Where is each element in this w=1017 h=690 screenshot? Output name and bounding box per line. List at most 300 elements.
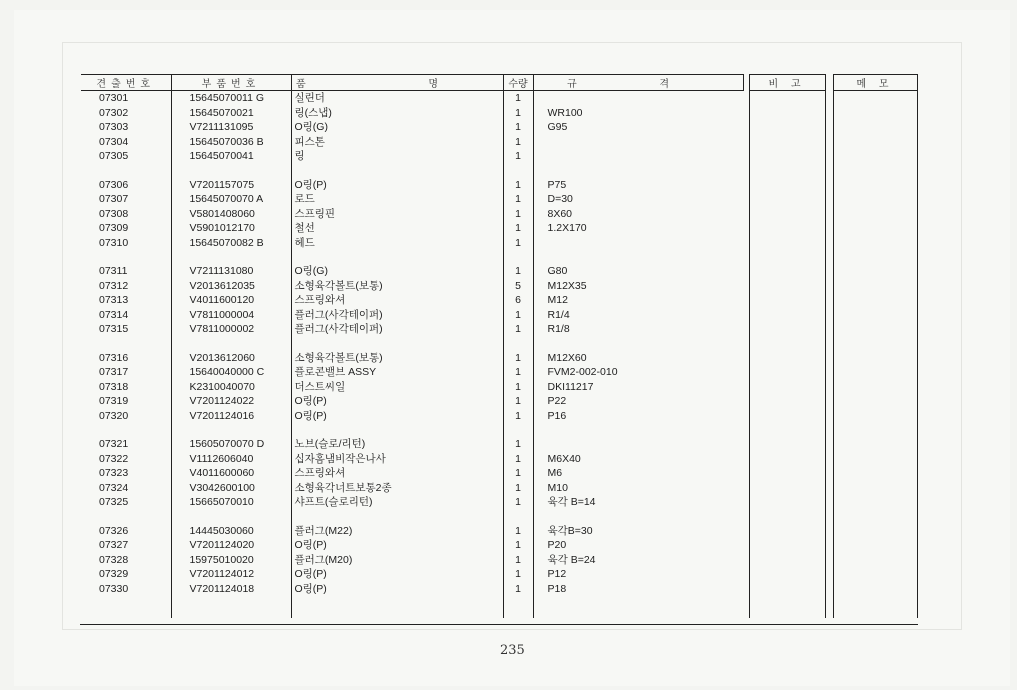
group-spacer <box>81 510 917 524</box>
code-cell <box>81 596 171 618</box>
table-row <box>81 351 917 366</box>
remarks-cell <box>749 394 825 409</box>
memo-cell <box>833 409 917 424</box>
part-name-cell: O링(P) <box>291 394 503 409</box>
remarks-cell <box>749 120 825 135</box>
part-number-cell: 15640040000 C <box>171 365 291 380</box>
code-cell: 07328 <box>99 553 129 566</box>
part-number-cell: V2013612035 <box>171 279 291 294</box>
part-name-cell: 스프링와셔 <box>291 466 503 481</box>
quantity-cell: 1 <box>503 394 533 409</box>
part-name-cell: O링(P) <box>291 409 503 424</box>
part-number-cell: V2013612060 <box>171 351 291 366</box>
part-name-cell: O링(P) <box>291 538 503 553</box>
code-cell: 07323 <box>99 467 129 479</box>
remarks-cell <box>749 337 825 351</box>
part-name-cell: 플러그(사각테이퍼) <box>291 308 503 323</box>
table-end-space <box>81 596 917 618</box>
part-number-cell: 15665070010 <box>171 495 291 510</box>
quantity-cell <box>503 337 533 351</box>
remarks-cell <box>749 91 825 106</box>
table-row <box>81 264 917 279</box>
remarks-cell <box>749 178 825 193</box>
part-number-cell: V5801408060 <box>171 207 291 222</box>
table-row <box>81 178 917 193</box>
column-gap <box>825 236 833 251</box>
table-row <box>81 236 917 251</box>
code-cell: 07315 <box>99 323 129 335</box>
code-cell: 07308 <box>99 207 129 220</box>
part-name-cell: 소형육각너트보통2종 <box>291 481 503 496</box>
table-row <box>81 192 917 207</box>
part-number-cell: 15645070011 G <box>171 91 291 106</box>
column-gap <box>825 452 833 467</box>
code-cell: 07327 <box>99 539 129 551</box>
memo-cell <box>833 582 917 597</box>
part-name-cell <box>291 510 503 524</box>
remarks-cell <box>749 279 825 294</box>
header-row <box>81 75 917 91</box>
part-number-cell: K2310040070 <box>171 380 291 395</box>
remarks-cell <box>749 221 825 236</box>
column-gap <box>825 409 833 424</box>
table-row <box>81 538 917 553</box>
spec-cell <box>533 236 743 251</box>
part-number-cell: V4011600120 <box>171 293 291 308</box>
memo-cell <box>833 423 917 437</box>
part-number-cell: V7211131095 <box>171 120 291 135</box>
memo-cell <box>833 293 917 308</box>
group-spacer <box>81 337 917 351</box>
quantity-cell: 1 <box>503 207 533 222</box>
column-gap <box>825 337 833 351</box>
column-gap <box>825 365 833 380</box>
memo-cell <box>833 264 917 279</box>
spec-cell: P18 <box>533 582 743 597</box>
quantity-cell <box>503 250 533 264</box>
column-gap <box>825 164 833 178</box>
column-gap <box>825 91 833 106</box>
spec-cell <box>533 164 743 178</box>
spec-cell <box>533 337 743 351</box>
code-cell: 07314 <box>99 308 129 321</box>
part-name-cell <box>291 250 503 264</box>
table-row <box>81 452 917 467</box>
memo-cell <box>833 308 917 323</box>
remarks-cell <box>749 510 825 524</box>
spec-cell: D=30 <box>533 192 743 207</box>
remarks-cell <box>749 524 825 539</box>
remarks-cell <box>749 207 825 222</box>
part-name-cell: 십자홈냄비작은나사 <box>291 452 503 467</box>
quantity-cell <box>503 164 533 178</box>
memo-cell <box>833 322 917 337</box>
quantity-cell: 1 <box>503 380 533 395</box>
quantity-cell: 1 <box>503 322 533 337</box>
group-spacer <box>81 250 917 264</box>
part-number-cell <box>171 596 291 618</box>
part-number-cell: 15975010020 <box>171 553 291 568</box>
remarks-cell <box>749 437 825 452</box>
column-gap <box>825 481 833 496</box>
quantity-cell: 1 <box>503 365 533 380</box>
code-cell: 07329 <box>99 568 129 580</box>
parts-table <box>81 74 918 618</box>
column-gap <box>825 293 833 308</box>
memo-cell <box>833 524 917 539</box>
part-name-cell: O링(G) <box>291 264 503 279</box>
memo-cell <box>833 495 917 510</box>
part-number-cell: V7201124012 <box>171 567 291 582</box>
header-memo: 메 모 <box>833 75 917 91</box>
group-spacer <box>81 164 917 178</box>
remarks-cell <box>749 351 825 366</box>
quantity-cell: 1 <box>503 120 533 135</box>
spec-cell: P12 <box>533 567 743 582</box>
part-name-cell: 피스톤 <box>291 135 503 150</box>
part-number-cell: V3042600100 <box>171 481 291 496</box>
header-gap <box>825 75 833 91</box>
remarks-cell <box>749 149 825 164</box>
quantity-cell: 1 <box>503 91 533 106</box>
code-cell: 07317 <box>99 366 129 378</box>
header-remarks: 비 고 <box>749 75 825 91</box>
part-name-cell: 철선 <box>291 221 503 236</box>
table-row <box>81 582 917 597</box>
spec-cell <box>533 250 743 264</box>
code-cell: 07307 <box>99 193 129 205</box>
part-name-cell: 플러그(M20) <box>291 553 503 568</box>
part-name-cell: 플러그(M22) <box>291 524 503 539</box>
table-row <box>81 293 917 308</box>
code-cell: 07320 <box>99 409 129 422</box>
part-number-cell: V7201124020 <box>171 538 291 553</box>
column-gap <box>825 120 833 135</box>
table-row <box>81 91 917 106</box>
spec-cell: DKI11217 <box>533 380 743 395</box>
remarks-cell <box>749 567 825 582</box>
quantity-cell: 1 <box>503 264 533 279</box>
part-number-cell <box>171 164 291 178</box>
quantity-cell: 1 <box>503 178 533 193</box>
quantity-cell: 1 <box>503 221 533 236</box>
table-row <box>81 466 917 481</box>
spec-cell <box>533 423 743 437</box>
table-row <box>81 437 917 452</box>
code-cell: 07305 <box>99 150 129 162</box>
column-gap <box>825 178 833 193</box>
quantity-cell: 1 <box>503 553 533 568</box>
memo-cell <box>833 149 917 164</box>
remarks-cell <box>749 538 825 553</box>
quantity-cell: 1 <box>503 466 533 481</box>
part-name-cell: 로드 <box>291 192 503 207</box>
memo-cell <box>833 553 917 568</box>
memo-cell <box>833 538 917 553</box>
column-gap <box>825 380 833 395</box>
remarks-cell <box>749 423 825 437</box>
column-gap <box>825 135 833 150</box>
table-row <box>81 380 917 395</box>
column-gap <box>825 207 833 222</box>
part-name-cell: 스프링와셔 <box>291 293 503 308</box>
table-row <box>81 394 917 409</box>
table-row <box>81 553 917 568</box>
column-gap <box>825 567 833 582</box>
part-number-cell: 15645070036 B <box>171 135 291 150</box>
header-part-number: 부품번호 <box>171 75 291 91</box>
remarks-cell <box>749 322 825 337</box>
part-name-cell: 링(스냅) <box>291 106 503 121</box>
spec-cell: 육각B=30 <box>533 524 743 539</box>
memo-cell <box>833 380 917 395</box>
quantity-cell: 1 <box>503 351 533 366</box>
memo-cell <box>833 510 917 524</box>
column-gap <box>825 250 833 264</box>
spec-cell: R1/4 <box>533 308 743 323</box>
spec-cell: FVM2-002-010 <box>533 365 743 380</box>
group-spacer <box>81 423 917 437</box>
remarks-cell <box>749 495 825 510</box>
part-number-cell: 15645070041 <box>171 149 291 164</box>
table-row <box>81 106 917 121</box>
column-gap <box>825 510 833 524</box>
remarks-cell <box>749 236 825 251</box>
spec-cell: 8X60 <box>533 207 743 222</box>
column-gap <box>825 466 833 481</box>
quantity-cell: 1 <box>503 481 533 496</box>
remarks-cell <box>749 582 825 597</box>
memo-cell <box>833 120 917 135</box>
spec-cell <box>533 596 743 618</box>
quantity-cell: 5 <box>503 279 533 294</box>
spec-cell: P16 <box>533 409 743 424</box>
remarks-cell <box>749 365 825 380</box>
spec-cell: WR100 <box>533 106 743 121</box>
memo-cell <box>833 192 917 207</box>
spec-cell: P22 <box>533 394 743 409</box>
part-number-cell: V7201157075 <box>171 178 291 193</box>
spec-cell <box>533 510 743 524</box>
part-number-cell: V7201124018 <box>171 582 291 597</box>
remarks-cell <box>749 192 825 207</box>
part-name-cell: 샤프트(슬로리턴) <box>291 495 503 510</box>
code-cell: 07301 <box>99 92 129 104</box>
table-row <box>81 322 917 337</box>
part-number-cell <box>171 423 291 437</box>
column-gap <box>825 394 833 409</box>
memo-cell <box>833 207 917 222</box>
remarks-cell <box>749 596 825 618</box>
part-name-cell: 플로콘밸브 ASSY <box>291 365 503 380</box>
spec-cell: G80 <box>533 264 743 279</box>
table-row <box>81 221 917 236</box>
code-cell: 07316 <box>99 351 129 364</box>
column-gap <box>825 192 833 207</box>
remarks-cell <box>749 308 825 323</box>
header-part-name: 품 명 <box>291 75 503 91</box>
spec-cell <box>533 135 743 150</box>
bottom-rule <box>80 624 918 625</box>
table-row <box>81 481 917 496</box>
code-cell: 07319 <box>99 395 129 407</box>
memo-cell <box>833 106 917 121</box>
part-name-cell: O링(P) <box>291 178 503 193</box>
part-name-cell: O링(G) <box>291 120 503 135</box>
spec-cell: M6 <box>533 466 743 481</box>
table-row <box>81 207 917 222</box>
column-gap <box>825 423 833 437</box>
part-name-cell <box>291 337 503 351</box>
code-cell: 07325 <box>99 496 129 508</box>
code-cell: 07304 <box>99 135 129 148</box>
table-row <box>81 279 917 294</box>
column-gap <box>825 106 833 121</box>
table-row <box>81 120 917 135</box>
remarks-cell <box>749 264 825 279</box>
remarks-cell <box>749 553 825 568</box>
quantity-cell: 1 <box>503 236 533 251</box>
quantity-cell: 1 <box>503 524 533 539</box>
code-cell: 07309 <box>99 222 129 234</box>
column-gap <box>825 264 833 279</box>
column-gap <box>825 322 833 337</box>
code-cell: 07313 <box>99 294 129 306</box>
part-name-cell: 노브(슬로/리턴) <box>291 437 503 452</box>
remarks-cell <box>749 250 825 264</box>
code-cell: 07303 <box>99 121 129 133</box>
quantity-cell: 1 <box>503 538 533 553</box>
quantity-cell: 6 <box>503 293 533 308</box>
part-number-cell: V7811000002 <box>171 322 291 337</box>
part-name-cell: 플러그(사각테이퍼) <box>291 322 503 337</box>
table-row <box>81 308 917 323</box>
spec-cell: G95 <box>533 120 743 135</box>
table-row <box>81 365 917 380</box>
remarks-cell <box>749 135 825 150</box>
memo-cell <box>833 466 917 481</box>
memo-cell <box>833 91 917 106</box>
code-cell <box>81 337 171 351</box>
code-cell: 07322 <box>99 452 129 465</box>
column-gap <box>825 149 833 164</box>
code-cell <box>81 164 171 178</box>
part-name-cell: O링(P) <box>291 582 503 597</box>
quantity-cell <box>503 596 533 618</box>
memo-cell <box>833 365 917 380</box>
column-gap <box>825 308 833 323</box>
spec-cell <box>533 437 743 452</box>
table-row <box>81 135 917 150</box>
memo-cell <box>833 250 917 264</box>
part-number-cell: 14445030060 <box>171 524 291 539</box>
part-name-cell: 실린더 <box>291 91 503 106</box>
spec-cell <box>533 91 743 106</box>
spec-cell: 1.2X170 <box>533 221 743 236</box>
part-name-cell <box>291 596 503 618</box>
part-number-cell: V7201124022 <box>171 394 291 409</box>
part-number-cell: V7811000004 <box>171 308 291 323</box>
quantity-cell: 1 <box>503 567 533 582</box>
quantity-cell: 1 <box>503 409 533 424</box>
remarks-cell <box>749 106 825 121</box>
spec-cell: M6X40 <box>533 452 743 467</box>
memo-cell <box>833 351 917 366</box>
column-gap <box>825 582 833 597</box>
spec-cell: M12X35 <box>533 279 743 294</box>
spec-cell: 육각 B=24 <box>533 553 743 568</box>
memo-cell <box>833 437 917 452</box>
spec-cell: P20 <box>533 538 743 553</box>
part-number-cell: 15645070082 B <box>171 236 291 251</box>
memo-cell <box>833 481 917 496</box>
quantity-cell: 1 <box>503 437 533 452</box>
column-gap <box>825 437 833 452</box>
quantity-cell <box>503 423 533 437</box>
header-quantity: 수량 <box>503 75 533 91</box>
remarks-cell <box>749 481 825 496</box>
part-number-cell <box>171 510 291 524</box>
part-name-cell: 헤드 <box>291 236 503 251</box>
part-number-cell: V1112606040 <box>171 452 291 467</box>
part-name-cell <box>291 423 503 437</box>
code-cell: 07321 <box>99 438 129 450</box>
part-number-cell <box>171 250 291 264</box>
remarks-cell <box>749 293 825 308</box>
remarks-cell <box>749 466 825 481</box>
code-cell: 07312 <box>99 279 129 292</box>
part-number-cell: V4011600060 <box>171 466 291 481</box>
remarks-cell <box>749 452 825 467</box>
memo-cell <box>833 135 917 150</box>
code-cell <box>81 423 171 437</box>
remarks-cell <box>749 164 825 178</box>
column-gap <box>825 495 833 510</box>
spec-cell <box>533 149 743 164</box>
code-cell: 07306 <box>99 178 129 191</box>
column-gap <box>825 596 833 618</box>
code-cell: 07302 <box>99 106 129 119</box>
memo-cell <box>833 596 917 618</box>
memo-cell <box>833 236 917 251</box>
header-code: 견출번호 <box>81 75 171 91</box>
quantity-cell <box>503 510 533 524</box>
memo-cell <box>833 164 917 178</box>
part-name-cell: 링 <box>291 149 503 164</box>
parts-body <box>81 91 917 619</box>
part-number-cell: 15645070021 <box>171 106 291 121</box>
memo-cell <box>833 337 917 351</box>
code-cell <box>81 510 171 524</box>
page-number: 235 <box>500 643 525 658</box>
part-name-cell <box>291 164 503 178</box>
part-name-cell: O링(P) <box>291 567 503 582</box>
quantity-cell: 1 <box>503 192 533 207</box>
table-row <box>81 567 917 582</box>
memo-cell <box>833 279 917 294</box>
quantity-cell: 1 <box>503 452 533 467</box>
memo-cell <box>833 567 917 582</box>
spec-cell: P75 <box>533 178 743 193</box>
memo-cell <box>833 178 917 193</box>
code-cell: 07318 <box>99 380 129 393</box>
code-cell: 07324 <box>99 481 129 494</box>
table-row <box>81 149 917 164</box>
part-name-cell: 소형육각볼트(보통) <box>291 279 503 294</box>
part-number-cell: V7201124016 <box>171 409 291 424</box>
spec-cell: M12 <box>533 293 743 308</box>
quantity-cell: 1 <box>503 149 533 164</box>
